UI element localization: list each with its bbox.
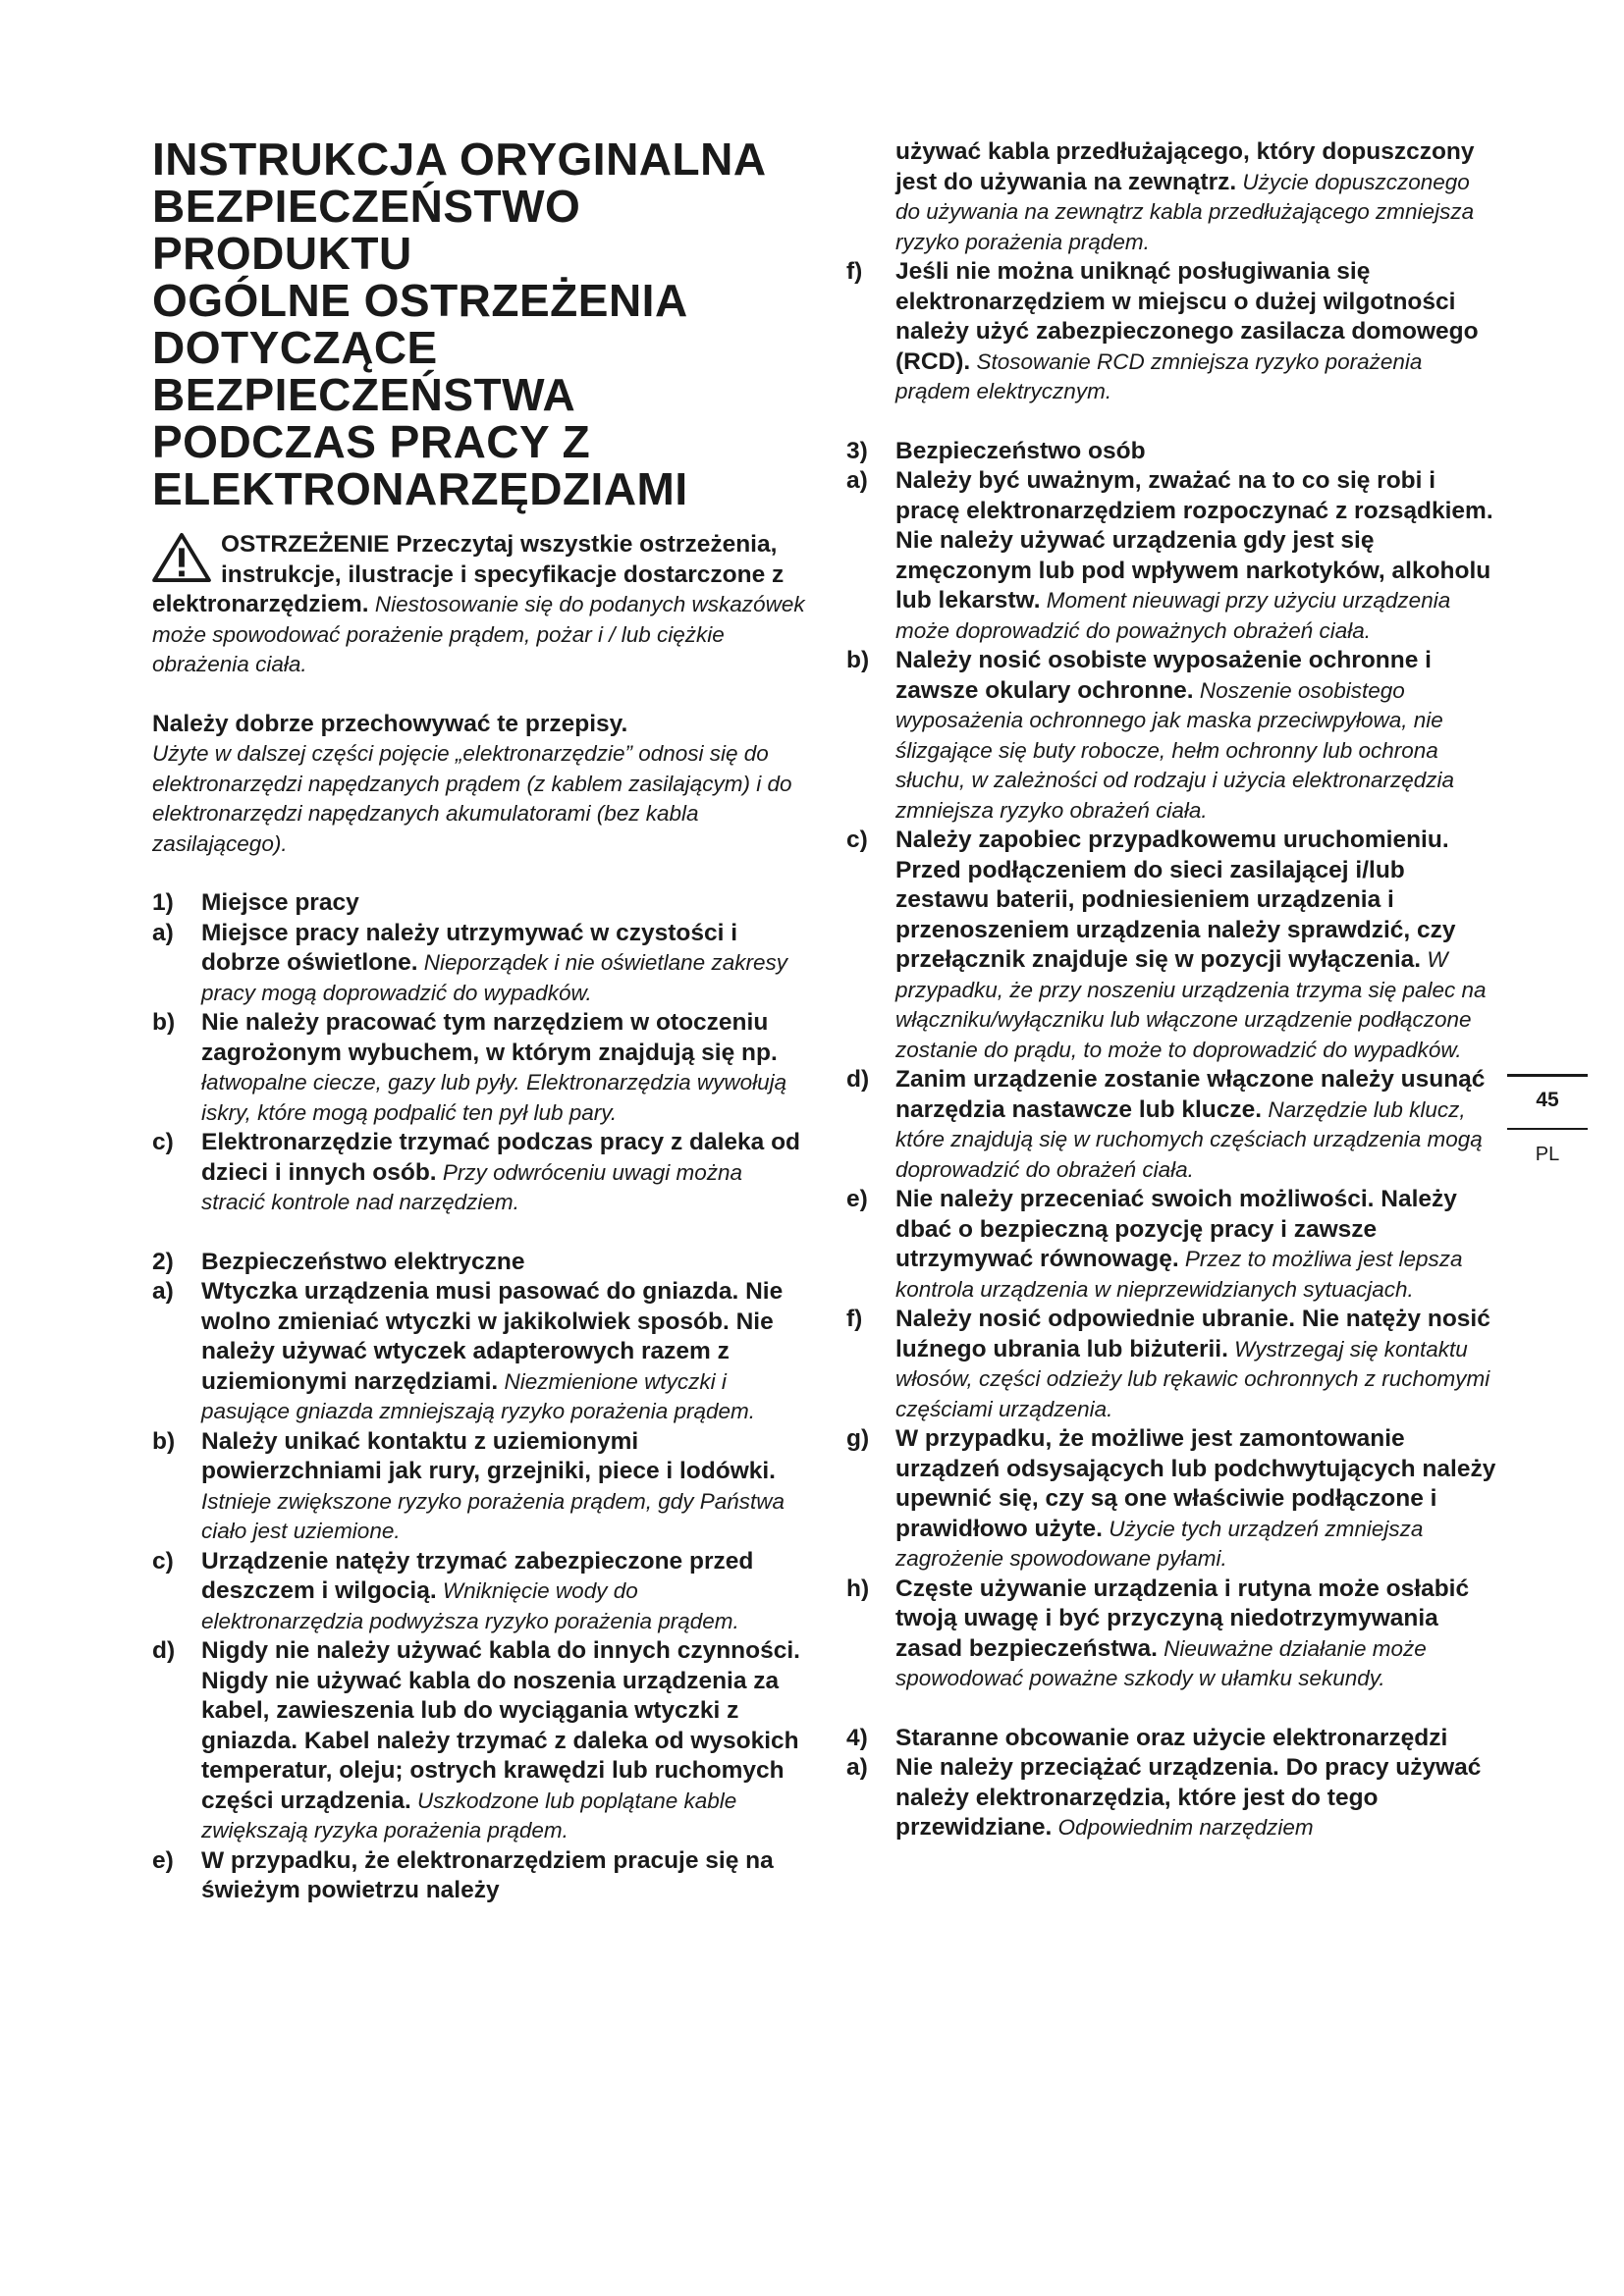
section-heading-electrical-safety — [152, 1248, 805, 1278]
item-label: f) — [846, 1306, 863, 1332]
item-italic-text: łatwopalne ciecze, gazy lub pyły. Elektronarzędzia wywołują iskry, które mogą podpalić ten pył lub pary. — [201, 1070, 787, 1125]
list-item — [846, 1065, 1499, 1185]
list-item — [846, 1424, 1499, 1575]
item-label: c) — [152, 1547, 174, 1575]
item-bold-text: Wtyczka urządzenia musi pasować do gniazda. Nie wolno zmieniać wtyczki w jakikolwiek sposób. Nie należy używać wtyczek adapterowych razem z uziemionymi narzędziami. — [201, 1278, 784, 1395]
item-bold-text: Jeśli nie można uniknąć posługiwania się elektronarzędziem w miejscu o dużej wilgotności należy użyć zabezpieczonego zasilacza domowego (RCD). — [895, 258, 1479, 375]
page-title — [152, 135, 805, 512]
list-item — [152, 919, 805, 1009]
item-bold-text: Częste używanie urządzenia i rutyna może osłabić twoją uwagę i być przyczyną niedotrzymywania zasad bezpieczeństwa. — [895, 1575, 1470, 1662]
title-line: INSTRUKCJA ORYGINALNA — [152, 133, 767, 185]
title-line: PRODUKTU — [152, 228, 412, 279]
item-italic-text: Istnieje zwiększone ryzyko porażenia prądem, gdy Państwa ciało jest uziemione. — [201, 1488, 785, 1543]
item-label: c) — [152, 1129, 174, 1155]
general-warning — [152, 530, 805, 680]
list-item — [152, 1547, 805, 1637]
item-italic-text: Uszkodzone lub poplątane kable zwiększają ryzyka porażenia prądem. — [201, 1788, 737, 1842]
list-item — [846, 826, 1499, 1065]
item-label: e) — [152, 1846, 174, 1874]
item-label: g) — [846, 1425, 870, 1452]
list-item — [152, 1128, 805, 1218]
list-item — [846, 646, 1499, 826]
section-number: 3) — [846, 437, 868, 464]
item-italic-text: Narzędzie lub klucz, które znajdują się w ruchomych częściach urządzenia mogą doprowadzić do obrażeń ciała. — [895, 1096, 1483, 1182]
warning-bold-text: Przeczytaj wszystkie ostrzeżenia, instrukcje, ilustracje i specyfikacje dostarczone z elektronarzędziem. — [152, 531, 785, 617]
section-title: Miejsce pracy — [201, 889, 359, 916]
item-bold-text: Nigdy nie należy używać kabla do innych czynności. Nigdy nie używać kabla do noszenia urządzenia za kabel, zawieszenia lub do wyciągania wtyczki z gniazda. Kabel należy trzymać z daleka od wysokich temperatur, oleju; ostrych krawędzi lub ruchomych części urządzenia. — [201, 1637, 800, 1814]
section-heading-tool-use — [846, 1724, 1499, 1754]
list-item — [152, 1008, 805, 1128]
keep-bold-text: Należy dobrze przechowywać te przepisy. — [152, 710, 628, 737]
item-label: a) — [152, 919, 174, 946]
item-italic-text: Wniknięcie wody do elektronarzędzia podwyższa ryzyko porażenia prądem. — [201, 1578, 739, 1633]
keep-instructions — [152, 710, 805, 860]
section-number: 2) — [152, 1248, 174, 1275]
list-item — [846, 1575, 1499, 1694]
item-label: b) — [846, 647, 870, 673]
list-item — [152, 1427, 805, 1547]
item-label: a) — [846, 467, 868, 494]
left-column — [152, 135, 805, 1906]
item-bold-text: Urządzenie natęży trzymać zabezpieczone przed deszczem i wilgocią. — [201, 1547, 754, 1604]
list-item-continuation — [846, 137, 1499, 257]
item-bold-text: Nie należy pracować tym narzędziem w otoczeniu zagrożonym wybuchem, w którym znajdują się np. — [201, 1009, 778, 1066]
item-italic-text: W przypadku, że przy noszeniu urządzenia trzyma się palec na włączniku/wyłączniku lub włączone urządzenie podłączone zostanie do prądu, to może to doprowadzić do wypadków. — [895, 947, 1487, 1062]
title-line: BEZPIECZEŃSTWA — [152, 369, 576, 420]
item-bold-text: używać kabla przedłużającego, który dopuszczony jest do używania na zewnątrz. — [895, 138, 1475, 195]
item-bold-text: Należy unikać kontaktu z uziemionymi powierzchniami jak rury, grzejniki, piece i lodówki. — [201, 1427, 776, 1484]
list-item — [846, 466, 1499, 646]
item-italic-text: Noszenie osobistego wyposażenia ochronnego jak maska przeciwpyłowa, nie ślizgające się buty robocze, hełm ochronny lub ochrona słuchu, w zależności od rodzaju i użycia elektronarzędzia zmniejsza ryzyko obrażeń ciała. — [895, 677, 1455, 823]
section-heading-personal-safety — [846, 437, 1499, 467]
title-line: DOTYCZĄCE — [152, 322, 438, 373]
item-italic-text: Przy odwróceniu uwagi można stracić kontrole nad narzędziem. — [201, 1159, 742, 1214]
item-label: a) — [152, 1278, 174, 1305]
item-italic-text: Moment nieuwagi przy użyciu urządzenia może doprowadzić do poważnych obrażeń ciała. — [895, 588, 1451, 643]
item-label: c) — [846, 827, 868, 853]
keep-italic-text: Użyte w dalszej części pojęcie „elektronarzędzie” odnosi się do elektronarzędzi napędzanych prądem (z kablem zasilającym) i do elektronarzędzi napędzanych akumulatorami (bez kabla zasilającego). — [152, 741, 792, 856]
item-label: b) — [152, 1009, 176, 1036]
list-item — [152, 1277, 805, 1427]
item-bold-text: Należy nosić odpowiednie ubranie. Nie natęży nosić luźnego ubrania lub biżuterii. — [895, 1306, 1490, 1362]
item-italic-text: Niezmienione wtyczki i pasujące gniazda zmniejszają ryzyko porażenia prądem. — [201, 1368, 756, 1423]
item-label: a) — [846, 1754, 868, 1781]
item-bold-text: W przypadku, że możliwe jest zamontowanie urządzeń odsysających lub podchwytujących należy upewnić się, czy są one właściwie podłączone i prawidłowo użyte. — [895, 1425, 1496, 1542]
item-italic-text: Wystrzegaj się kontaktu włosów, części odzieży lub rękawic ochronnych z ruchomymi częściami urządzenia. — [895, 1336, 1490, 1421]
right-column — [846, 137, 1499, 1843]
warning-triangle-icon — [150, 532, 213, 583]
item-bold-text: Miejsce pracy należy utrzymywać w czystości i dobrze oświetlone. — [201, 919, 738, 976]
item-label: d) — [152, 1637, 176, 1664]
page-side-tab — [1507, 1074, 1588, 1166]
item-bold-text: Należy być uważnym, zważać na to co się robi i pracę elektronarzędziem rozpoczynać z rozsądkiem. Nie należy używać urządzenia gdy jest się zmęczonym lub pod wpływem narkotyków, alkoholu lub lekarstw. — [895, 467, 1493, 614]
item-label: e) — [846, 1186, 868, 1212]
item-label: f) — [846, 258, 863, 285]
item-italic-text: Stosowanie RCD zmniejsza ryzyko porażenia prądem elektrycznym. — [895, 348, 1423, 403]
item-label: b) — [152, 1427, 176, 1455]
title-line: OGÓLNE OSTRZEŻENIA — [152, 275, 688, 326]
item-label: h) — [846, 1575, 870, 1602]
list-item — [846, 257, 1499, 407]
list-item — [846, 1753, 1499, 1843]
item-bold-text: Nie należy przeceniać swoich możliwości. Należy dbać o bezpieczną pozycję pracy i zawsze utrzymywać równowagę. — [895, 1186, 1457, 1272]
section-title: Bezpieczeństwo elektryczne — [201, 1248, 525, 1275]
section-title: Bezpieczeństwo osób — [895, 437, 1146, 464]
title-line: BEZPIECZEŃSTWO — [152, 181, 581, 232]
list-item — [152, 1636, 805, 1846]
item-label: d) — [846, 1066, 870, 1093]
item-italic-text: Odpowiednim narzędziem — [1052, 1815, 1314, 1840]
item-bold-text: Należy zapobiec przypadkowemu uruchomieniu. Przed podłączeniem do sieci zasilającej i/lub zestawu baterii, podniesieniem urządzenia i przenoszeniem urządzenia należy sprawdzić, czy przełącznik znajduje się w pozycji wyłączenia. — [895, 827, 1456, 973]
section-heading-work-area — [152, 888, 805, 919]
item-italic-text: Użycie dopuszczonego do używania na zewnątrz kabla przedłużającego zmniejsza ryzyko porażenia prądem. — [895, 169, 1475, 254]
warning-title: OSTRZEŻENIE — [221, 531, 390, 558]
item-bold-text: Zanim urządzenie zostanie włączone należy usunąć narzędzia nastawcze lub klucze. — [895, 1066, 1486, 1123]
list-item — [152, 1846, 805, 1906]
item-bold-text: Nie należy przeciążać urządzenia. Do pracy używać należy elektronarzędzia, które jest do tego przewidziane. — [895, 1754, 1482, 1841]
section-number: 4) — [846, 1724, 868, 1751]
item-italic-text: Nieporządek i nie oświetlane zakresy pracy mogą doprowadzić do wypadków. — [201, 950, 787, 1005]
item-bold-text: Należy nosić osobiste wyposażenie ochronne i zawsze okulary ochronne. — [895, 647, 1432, 704]
language-code: PL — [1535, 1144, 1560, 1165]
item-italic-text: Przez to możliwa jest lepsza kontrola urządzenia w nieprzewidzianych sytuacjach. — [895, 1247, 1463, 1302]
title-line: PODCZAS PRACY Z — [152, 416, 591, 467]
list-item — [846, 1305, 1499, 1424]
item-bold-text: Elektronarzędzie trzymać podczas pracy z daleka od dzieci i innych osób. — [201, 1129, 801, 1186]
item-italic-text: Nieuważne działanie może spowodować poważne szkody w ułamku sekundy. — [895, 1635, 1427, 1690]
item-italic-text: Użycie tych urządzeń zmniejsza zagrożenie spowodowane pyłami. — [895, 1516, 1424, 1571]
section-title: Staranne obcowanie oraz użycie elektronarzędzi — [895, 1724, 1448, 1751]
page-number: 45 — [1536, 1089, 1559, 1111]
section-number: 1) — [152, 889, 174, 916]
title-line: ELEKTRONARZĘDZIAMI — [152, 463, 688, 514]
item-bold-text: W przypadku, że elektronarzędziem pracuje się na świeżym powietrzu należy — [201, 1846, 774, 1903]
warning-italic-text: Niestosowanie się do podanych wskazówek może spowodować porażenie prądem, pożar i / lub ciężkie obrażenia ciała. — [152, 592, 805, 676]
list-item — [846, 1185, 1499, 1305]
